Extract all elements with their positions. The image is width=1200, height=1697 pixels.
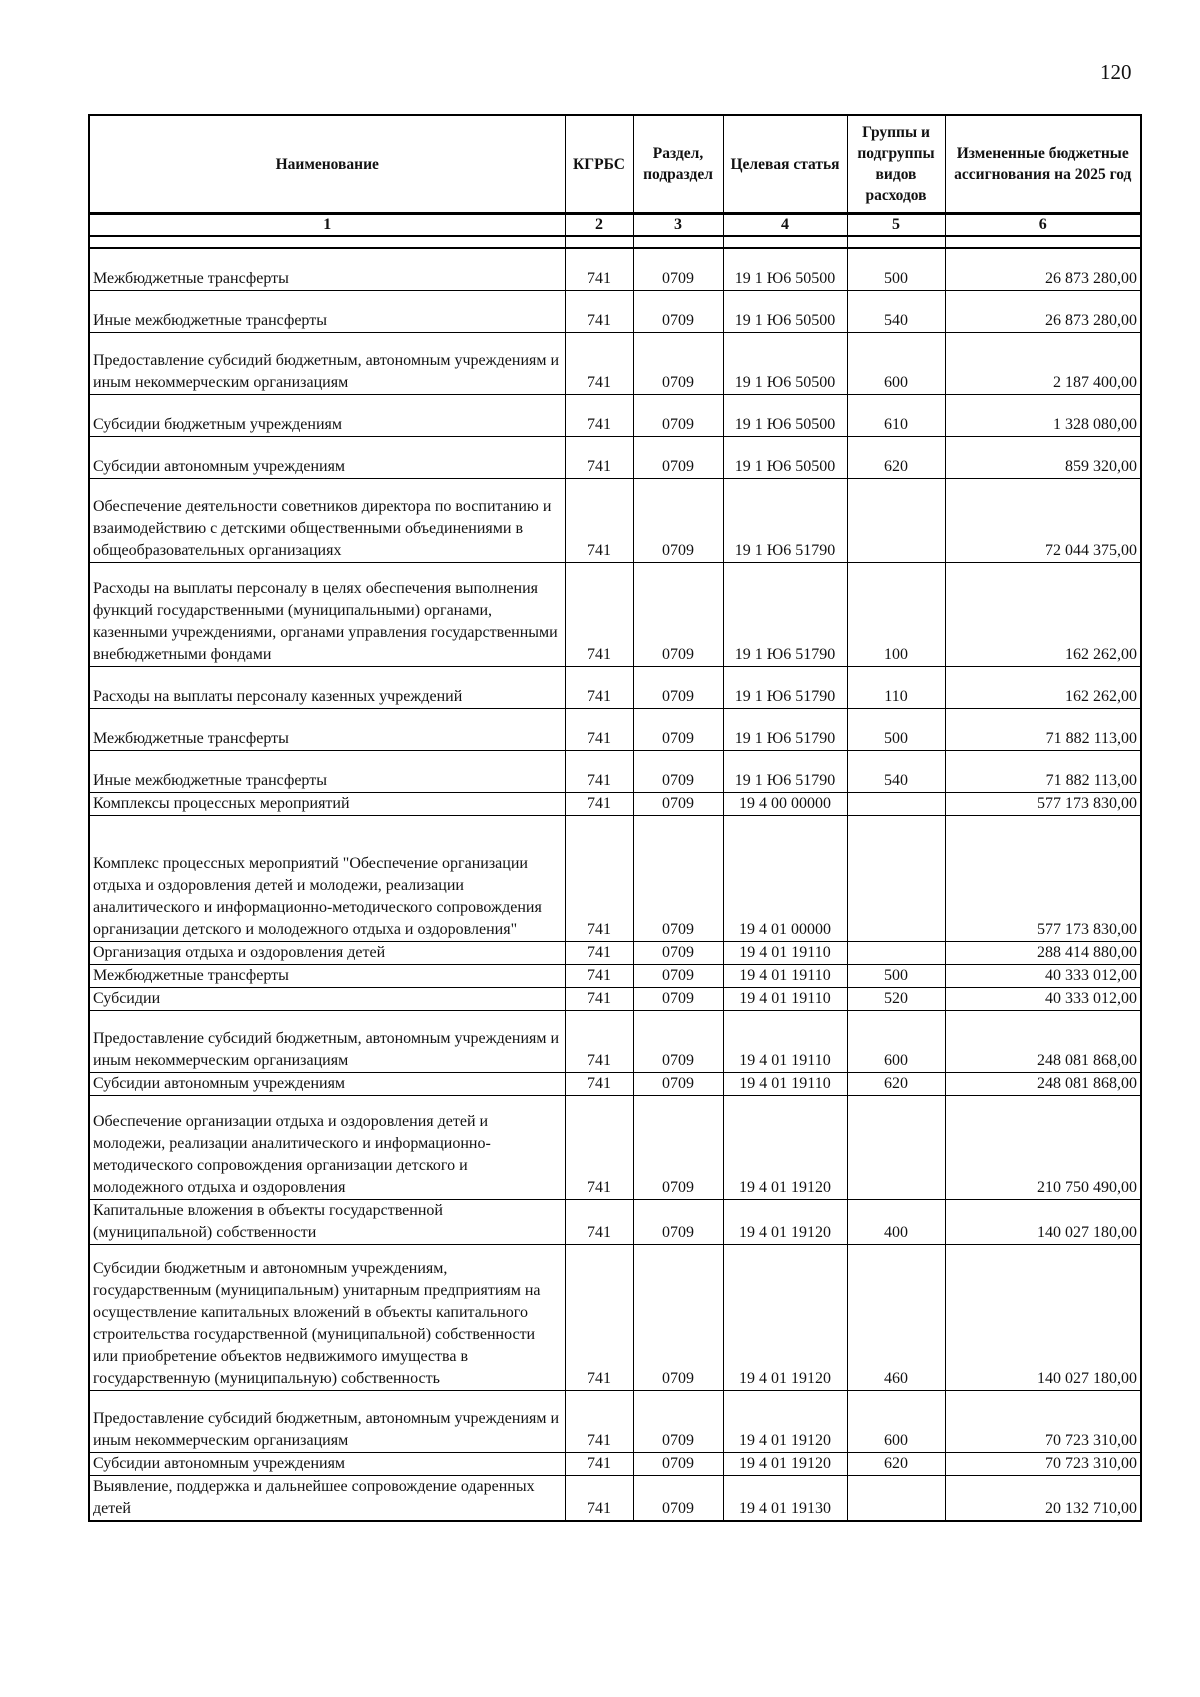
table-cell-expense-type: 500 [847, 708, 945, 750]
table-row [89, 792, 1141, 815]
table-row [89, 1244, 1141, 1390]
table-cell-expense-type: 400 [847, 1199, 945, 1244]
table-cell-expense-type: 110 [847, 666, 945, 708]
table-cell-expense-type: 520 [847, 987, 945, 1010]
table-cell-target-article: 19 4 01 19110 [723, 1072, 847, 1095]
table-cell-amount: 210 750 490,00 [945, 1095, 1141, 1199]
table-cell-razdel: 0709 [633, 1244, 723, 1390]
table-cell-kgrbs: 741 [565, 562, 633, 666]
table-row [89, 1072, 1141, 1095]
table-cell-name: Субсидии бюджетным и автономным учреждениям, государственным (муниципальным) унитарным предприятиям на осуществление капитальных вложений в объекты капитального строительства государственной (муниципальной) собственности или приобретение объектов недвижимого имущества в государственную (муниципальную) собственность [89, 1244, 565, 1390]
table-cell-name: Межбюджетные трансферты [89, 708, 565, 750]
table-cell-razdel: 0709 [633, 394, 723, 436]
table-cell-name: Субсидии автономным учреждениям [89, 1452, 565, 1475]
table-cell-target-article: 19 4 01 19110 [723, 941, 847, 964]
table-cell-kgrbs: 741 [565, 290, 633, 332]
table-row [89, 332, 1141, 394]
table-cell-kgrbs: 741 [565, 1095, 633, 1199]
table-cell-name: Предоставление субсидий бюджетным, автономным учреждениям и иным некоммерческим организациям [89, 1010, 565, 1072]
table-cell-razdel: 0709 [633, 436, 723, 478]
table-cell-razdel: 0709 [633, 792, 723, 815]
table-cell-expense-type: 460 [847, 1244, 945, 1390]
table-cell-razdel: 0709 [633, 290, 723, 332]
table-cell-razdel: 0709 [633, 708, 723, 750]
table-row [89, 1010, 1141, 1072]
table-cell-target-article: 19 4 01 19110 [723, 987, 847, 1010]
table-cell-amount: 577 173 830,00 [945, 815, 1141, 941]
table-cell-expense-type: 620 [847, 1072, 945, 1095]
table-row [89, 290, 1141, 332]
table-cell-amount: 71 882 113,00 [945, 708, 1141, 750]
table-cell-razdel: 0709 [633, 1199, 723, 1244]
table-header-row [89, 115, 1141, 214]
table-cell-kgrbs: 741 [565, 332, 633, 394]
table-body [89, 248, 1141, 1521]
table-cell-razdel: 0709 [633, 562, 723, 666]
table-cell-target-article: 19 4 01 19120 [723, 1095, 847, 1199]
table-row [89, 394, 1141, 436]
header-expense-type: Группы и подгруппы видов расходов [847, 115, 945, 214]
table-cell-amount: 288 414 880,00 [945, 941, 1141, 964]
table-cell-razdel: 0709 [633, 941, 723, 964]
table-cell-razdel: 0709 [633, 1390, 723, 1452]
table-cell-name: Предоставление субсидий бюджетным, автономным учреждениям и иным некоммерческим организациям [89, 332, 565, 394]
table-cell-razdel: 0709 [633, 1452, 723, 1475]
column-number: 4 [723, 214, 847, 237]
table-cell-target-article: 19 4 01 19110 [723, 1010, 847, 1072]
table-cell-amount: 248 081 868,00 [945, 1010, 1141, 1072]
table-cell-name: Иные межбюджетные трансферты [89, 750, 565, 792]
table-cell-expense-type: 540 [847, 750, 945, 792]
table-cell-amount: 20 132 710,00 [945, 1475, 1141, 1521]
table-cell-expense-type: 620 [847, 436, 945, 478]
table-cell-amount: 70 723 310,00 [945, 1452, 1141, 1475]
table-cell-expense-type [847, 815, 945, 941]
table-cell-amount: 248 081 868,00 [945, 1072, 1141, 1095]
column-number: 6 [945, 214, 1141, 237]
table-cell-razdel: 0709 [633, 1072, 723, 1095]
table-cell-amount: 40 333 012,00 [945, 964, 1141, 987]
header-allocations: Измененные бюджетные ассигнования на 2025 год [945, 115, 1141, 214]
table-row [89, 708, 1141, 750]
table-cell-amount: 26 873 280,00 [945, 290, 1141, 332]
table-cell-target-article: 19 1 Ю6 50500 [723, 436, 847, 478]
table-cell-expense-type: 620 [847, 1452, 945, 1475]
table-cell-razdel: 0709 [633, 987, 723, 1010]
table-cell-kgrbs: 741 [565, 1475, 633, 1521]
table-cell-target-article: 19 4 01 19130 [723, 1475, 847, 1521]
table-cell-kgrbs: 741 [565, 436, 633, 478]
table-cell-kgrbs: 741 [565, 1072, 633, 1095]
table-row [89, 750, 1141, 792]
table-row [89, 1390, 1141, 1452]
table-cell-name: Организация отдыха и оздоровления детей [89, 941, 565, 964]
table-cell-target-article: 19 1 Ю6 51790 [723, 708, 847, 750]
table-cell-expense-type: 610 [847, 394, 945, 436]
table-cell-amount: 140 027 180,00 [945, 1199, 1141, 1244]
table-cell-kgrbs: 741 [565, 792, 633, 815]
table-cell-target-article: 19 1 Ю6 50500 [723, 248, 847, 290]
table-cell-kgrbs: 741 [565, 964, 633, 987]
column-number: 3 [633, 214, 723, 237]
table-cell-amount: 71 882 113,00 [945, 750, 1141, 792]
table-cell-target-article: 19 4 01 19120 [723, 1452, 847, 1475]
table-cell-amount: 577 173 830,00 [945, 792, 1141, 815]
table-cell-target-article: 19 4 01 00000 [723, 815, 847, 941]
table-cell-expense-type [847, 1475, 945, 1521]
table-cell-expense-type: 100 [847, 562, 945, 666]
header-target-article: Целевая статья [723, 115, 847, 214]
table-cell-name: Межбюджетные трансферты [89, 964, 565, 987]
table-row [89, 941, 1141, 964]
table-cell-razdel: 0709 [633, 666, 723, 708]
table-row [89, 964, 1141, 987]
table-cell-target-article: 19 1 Ю6 50500 [723, 332, 847, 394]
table-row [89, 478, 1141, 562]
table-cell-kgrbs: 741 [565, 394, 633, 436]
table-cell-target-article: 19 4 01 19110 [723, 964, 847, 987]
table-cell-amount: 859 320,00 [945, 436, 1141, 478]
table-cell-target-article: 19 4 01 19120 [723, 1244, 847, 1390]
table-cell-expense-type: 600 [847, 332, 945, 394]
header-razdel: Раздел, подраздел [633, 115, 723, 214]
table-row [89, 1475, 1141, 1521]
table-cell-kgrbs: 741 [565, 1390, 633, 1452]
table-cell-razdel: 0709 [633, 332, 723, 394]
table-cell-kgrbs: 741 [565, 941, 633, 964]
table-cell-target-article: 19 4 00 00000 [723, 792, 847, 815]
table-row [89, 248, 1141, 290]
spacer-row [89, 236, 1141, 248]
table-cell-amount: 70 723 310,00 [945, 1390, 1141, 1452]
page-number: 120 [1100, 60, 1132, 84]
table-cell-target-article: 19 1 Ю6 50500 [723, 394, 847, 436]
table-cell-name: Иные межбюджетные трансферты [89, 290, 565, 332]
table-cell-target-article: 19 1 Ю6 51790 [723, 666, 847, 708]
column-number: 2 [565, 214, 633, 237]
table-cell-amount: 40 333 012,00 [945, 987, 1141, 1010]
table-cell-name: Субсидии бюджетным учреждениям [89, 394, 565, 436]
table-cell-expense-type [847, 478, 945, 562]
table-cell-target-article: 19 1 Ю6 51790 [723, 562, 847, 666]
table-cell-name: Межбюджетные трансферты [89, 248, 565, 290]
table-cell-kgrbs: 741 [565, 666, 633, 708]
table-cell-expense-type: 500 [847, 248, 945, 290]
table-cell-name: Субсидии автономным учреждениям [89, 436, 565, 478]
table-cell-amount: 1 328 080,00 [945, 394, 1141, 436]
table-cell-razdel: 0709 [633, 248, 723, 290]
table-cell-razdel: 0709 [633, 1095, 723, 1199]
table-cell-name: Расходы на выплаты персоналу казенных учреждений [89, 666, 565, 708]
table-cell-razdel: 0709 [633, 1475, 723, 1521]
table-cell-name: Субсидии [89, 987, 565, 1010]
table-cell-amount: 140 027 180,00 [945, 1244, 1141, 1390]
column-number: 1 [89, 214, 565, 237]
table-cell-kgrbs: 741 [565, 815, 633, 941]
table-cell-razdel: 0709 [633, 478, 723, 562]
table-cell-kgrbs: 741 [565, 1199, 633, 1244]
table-cell-name: Субсидии автономным учреждениям [89, 1072, 565, 1095]
table-cell-kgrbs: 741 [565, 708, 633, 750]
table-cell-expense-type: 600 [847, 1390, 945, 1452]
table-cell-name: Обеспечение организации отдыха и оздоровления детей и молодежи, реализации аналитического и информационно-методического сопровождения организации детского и молодежного отдыха и оздоровления [89, 1095, 565, 1199]
table-cell-target-article: 19 4 01 19120 [723, 1390, 847, 1452]
header-kgrbs: КГРБС [565, 115, 633, 214]
table-cell-expense-type [847, 941, 945, 964]
table-cell-name: Предоставление субсидий бюджетным, автономным учреждениям и иным некоммерческим организациям [89, 1390, 565, 1452]
table-cell-razdel: 0709 [633, 750, 723, 792]
table-cell-target-article: 19 4 01 19120 [723, 1199, 847, 1244]
table-cell-kgrbs: 741 [565, 248, 633, 290]
budget-table [88, 114, 1142, 1522]
table-cell-name: Обеспечение деятельности советников директора по воспитанию и взаимодействию с детскими общественными объединениями в общеобразовательных организациях [89, 478, 565, 562]
header-name: Наименование [89, 115, 565, 214]
table-cell-amount: 72 044 375,00 [945, 478, 1141, 562]
table-cell-kgrbs: 741 [565, 987, 633, 1010]
table-row [89, 1095, 1141, 1199]
table-cell-target-article: 19 1 Ю6 50500 [723, 290, 847, 332]
table-cell-target-article: 19 1 Ю6 51790 [723, 750, 847, 792]
column-number-row [89, 214, 1141, 237]
table-cell-amount: 26 873 280,00 [945, 248, 1141, 290]
table-cell-name: Комплексы процессных мероприятий [89, 792, 565, 815]
table-cell-kgrbs: 741 [565, 478, 633, 562]
table-cell-name: Расходы на выплаты персоналу в целях обеспечения выполнения функций государственными (муниципальными) органами, казенными учреждениями, органами управления государственными внебюджетными фондами [89, 562, 565, 666]
table-cell-amount: 2 187 400,00 [945, 332, 1141, 394]
column-number: 5 [847, 214, 945, 237]
table-cell-expense-type [847, 792, 945, 815]
table-cell-razdel: 0709 [633, 1010, 723, 1072]
table-row [89, 1199, 1141, 1244]
table-cell-razdel: 0709 [633, 815, 723, 941]
table-row [89, 815, 1141, 941]
table-cell-expense-type: 540 [847, 290, 945, 332]
table-row [89, 1452, 1141, 1475]
table-cell-kgrbs: 741 [565, 750, 633, 792]
table-cell-expense-type: 600 [847, 1010, 945, 1072]
table-cell-kgrbs: 741 [565, 1244, 633, 1390]
table-row [89, 987, 1141, 1010]
table-cell-amount: 162 262,00 [945, 562, 1141, 666]
table-row [89, 562, 1141, 666]
table-cell-expense-type [847, 1095, 945, 1199]
table-cell-target-article: 19 1 Ю6 51790 [723, 478, 847, 562]
table-cell-amount: 162 262,00 [945, 666, 1141, 708]
table-row [89, 666, 1141, 708]
table-cell-expense-type: 500 [847, 964, 945, 987]
table-cell-name: Комплекс процессных мероприятий "Обеспечение организации отдыха и оздоровления детей и молодежи, реализации аналитического и информационно-методического сопровождения организации детского и молодежного отдыха и оздоровления" [89, 815, 565, 941]
table-cell-kgrbs: 741 [565, 1452, 633, 1475]
table-cell-razdel: 0709 [633, 964, 723, 987]
table-cell-name: Выявление, поддержка и дальнейшее сопровождение одаренных детей [89, 1475, 565, 1521]
table-cell-name: Капитальные вложения в объекты государственной (муниципальной) собственности [89, 1199, 565, 1244]
table-cell-kgrbs: 741 [565, 1010, 633, 1072]
table-row [89, 436, 1141, 478]
